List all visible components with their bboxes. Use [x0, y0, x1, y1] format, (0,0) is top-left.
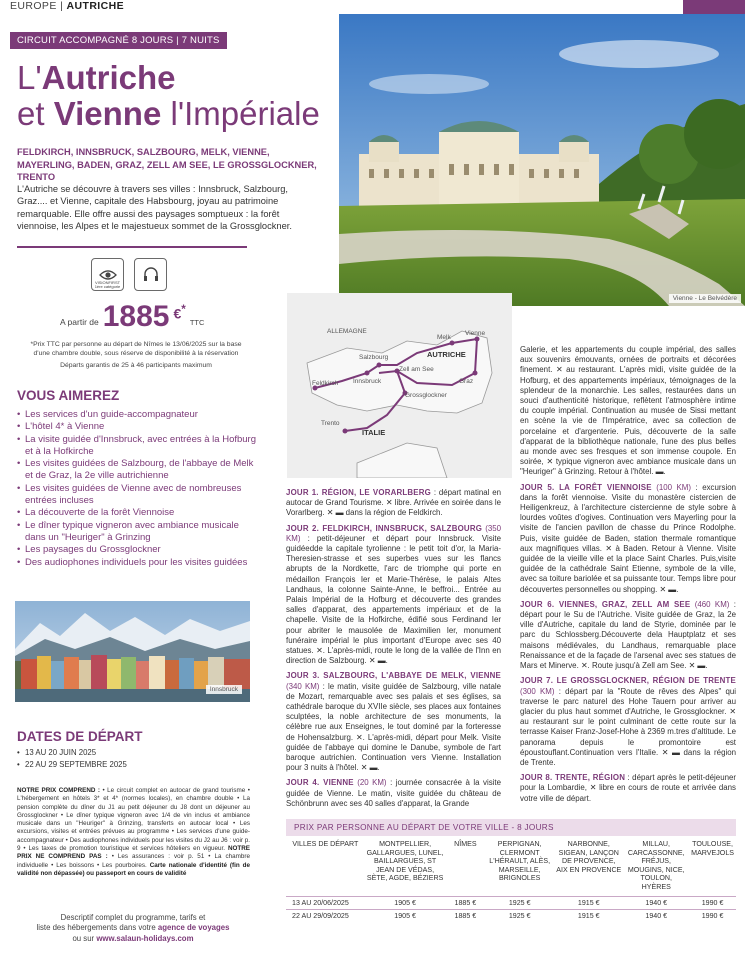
list-item: • L'hôtel 4* à Vienne [17, 421, 257, 433]
map-label: Trento [321, 420, 340, 427]
page-title: L'Autriche et Vienne l'Impériale [17, 59, 320, 132]
itinerary-day: JOUR 3. SALZBOURG, L'ABBAYE DE MELK, VIENNE (340 KM) : le matin, visite guidée de Salzbourg, ville natale de Mozart, remarquable avec ses palais et ses églises, sa cathédrale baroque du XVIIe siècle, ses places aux fontaines sculptées, la noble architecture de ses monuments, la célèbre rue aux Enseignes, le tout dominé par la forteresse de Hohensalzburg. ✕. L'après-midi, départ pour Melk. Visite guidée de l'abbaye qui domine le Danube, symbole de l'art baroque autrichien. Continuation vers Vienne. Installation pour 3 nuits à l'hôtel. ✕ ▬. [286, 671, 501, 773]
map-label: AUTRICHE [427, 350, 466, 359]
photo-caption: Vienne - Le Belvédère [669, 294, 741, 303]
list-item: • Les services d'un guide-accompagnateur [17, 409, 257, 421]
itinerary-day: JOUR 4. VIENNE (20 KM) : journée consacrée à la visite guidée de Vienne. Le matin, visite guidée du château de Schönbrunn avec ses 40 salles d'apparat, la Grande [286, 778, 501, 808]
itinerary-day: JOUR 1. RÉGION, LE VORARLBERG : départ matinal en autocar de Grand Tourisme. ✕ libre. Arrivée en soirée dans le Vorarlberg. ✕ ▬ dans la région de Feldkirch. [286, 488, 502, 518]
itinerary-column-2 [520, 345, 736, 809]
conditions-text: NOTRE PRIX COMPREND : • Le circuit complet en autocar de grand tourisme • L'hébergement en hôtels 3* et 4* (normes locales), en chambre double • La pension complète du dîner du J1 au petit déjeuner du J8 dont un déjeuner au Grossglockner • Le dîner typique vigneron avec 1/4 de vin inclus et ambiance musicale dans un "Heuriger" à Grinzing, transferts en autocar local • Les excursions, visites et entrées prévues au programme • Les services d'une guide-accompagnateur • Des audiophones individuels pour les visites du J2 au J6 : voir p. 9 • Les taxes de promotion touristique et services hôteliers en vigueur. NOTRE PRIX NE COMPREND PAS : • Les assurances : voir p. 51 • La chambre individuelle • Les boissons • Les pourboires. Carte nationale d'identité (fin de validité non dépassée) ou passeport en cours de validité [17, 787, 250, 877]
price-table-title: PRIX PAR PERSONNE AU DÉPART DE VOTRE VILLE - 8 JOURS [286, 819, 736, 836]
price-block: A partir de 1885 €* TTC [60, 300, 205, 333]
price-suffix: TTC [189, 318, 205, 327]
footer-note: Descriptif complet du programme, tarifs et liste des hébergements dans votre agence de voyages ou sur www.salaun-holidays.com [36, 913, 230, 943]
itinerary-column-1 [286, 488, 501, 814]
list-item: • Les visites guidées de Salzbourg, de l'abbaye de Melk et de Graz, la 2e ville autrichienne [17, 458, 257, 483]
feature-icons [91, 258, 167, 291]
list-item: • La découverte de la forêt Viennoise [17, 507, 257, 519]
itinerary-day: JOUR 8. TRENTE, RÉGION : départ après le petit-déjeuner pour la Lombardie, ✕ libre en cours de route et arrivée dans votre ville de départ. [520, 773, 736, 803]
table-header: NARBONNE, SIGEAN, LANÇON DE PROVENCE, AIX EN PROVENCE [556, 840, 622, 874]
aimez-title: VOUS AIMEREZ [17, 388, 120, 403]
price-table [286, 819, 736, 922]
corner-tab [683, 0, 745, 14]
belvedere-photo [339, 14, 745, 306]
table-header: PERPIGNAN, CLERMONT L'HÉRAULT, ALÈS, MARSEILLE, BRIGNOLES [489, 840, 551, 883]
list-item: • Les visites guidées de Vienne avec de nombreuses entrées incluses [17, 483, 257, 508]
route-map [287, 293, 512, 478]
list-item: • La visite guidée d'Innsbruck, avec entrées à la Hofburg et à la Hofkirche [17, 434, 257, 459]
dates-title: DATES DE DÉPART [17, 729, 143, 744]
cities-list: FELDKIRCH, INNSBRUCK, SALZBOURG, MELK, VIENNE, MAYERLING, BADEN, GRAZ, ZELL AM SEE, LE GROSSGLOCKNER, TRENTO [17, 147, 317, 182]
table-row: 22 AU 29/09/2025 1905 € 1885 € 1925 € 1915 € 1940 € 1990 € [286, 909, 736, 922]
price-note: *Prix TTC par personne au départ de Nîmes le 13/06/2025 sur la base d'une chambre double, sous réserve de disponibilité à la réservation Départs garantis de 25 à 46 participants maximum [30, 341, 242, 369]
map-label: Grossglockner [405, 392, 447, 399]
headset-icon [134, 258, 167, 291]
divider [17, 246, 247, 248]
map-label: Salzbourg [359, 354, 389, 361]
map-label: Vienne [465, 330, 486, 337]
itinerary-day: JOUR 2. FELDKIRCH, INNSBRUCK, SALZBOURG (350 KM) : petit-déjeuner et départ pour Innsbruck. Visite guidéedde la capitale tyrolienne : le petit toit d'or, la Maria-Theresien-strasse et ses superbes vues sur les flancs abrupts de la Nordkette, l'arc de triomphe qui porte en médaillon François Ier et Marie-Thérèse, le palais Altes Landhaus, la colonne Sainte-Anne, le beffroi... Entrée au Palais Impérial de la Hofburg et découverte des grandes salles d'apparat, des appartements impériaux et de la chapelle. Visite de la Hofkirche, édifié sous Ferdinand Ier pour abriter le mausolée de Maximilien Ier, monument funéraire impérial le plus important d'Europe avec ses 40 statues. ✕. L'après-midi, route le long de la vallée de l'Inn en direction de Salzbourg. ✕ ▬. [286, 523, 501, 666]
table-header: TOULOUSE, MARVEJOLS [691, 840, 734, 857]
list-item: • Des audiophones individuels pour les visites guidées [17, 557, 257, 569]
map-label: ALLEMAGNE [327, 328, 367, 335]
table-header: VILLES DE DÉPART [292, 840, 359, 848]
itinerary-day: JOUR 5. LA FORÊT VIENNOISE (100 KM) : excursion dans la forêt viennoise. Visite du monastère cistercien de Heiligenkreuz, à l'architecture cistercienne de style sobre à lourdes voûtes d'ogives. Continuation vers Mayerling pour la visite de l'ancien pavillon de chasse du Prince Rodolphe. Puis, visite guidée de Baden, station thermale romantique aux magnifiques villas. ✕ à Baden. Retour à Vienne. Visite guidée de la vieille ville et la place Saint Charles. Puis,visite guidée de la cathédrale Saint Etienne, symbole de la ville, avec sa toiture bariolée et sa puissante tour. Temps libre pour découvertes personnelles ou shopping. ✕ ▬. [520, 482, 736, 594]
map-label: Innsbruck [353, 378, 382, 385]
table-header: MONTPELLIER, GALLARGUES, LUNEL, BAILLARGUES, ST JEAN DE VÉDAS, SÈTE, AGDE, BÉZIERS [366, 840, 444, 883]
list-item: • Les paysages du Grossglockner [17, 544, 257, 556]
list-item: • 22 AU 29 SEPTEMBRE 2025 [17, 759, 127, 771]
price-prefix: A partir de [60, 317, 99, 327]
circuit-badge: CIRCUIT ACCOMPAGNÉ 8 JOURS | 7 NUITS [10, 32, 227, 49]
table-row: 13 AU 20/06/2025 1905 € 1885 € 1925 € 1915 € 1940 € 1990 € [286, 896, 736, 909]
map-label: Melk [437, 334, 451, 341]
breadcrumb: EUROPE | AUTRICHE [10, 0, 124, 12]
aimez-list [17, 409, 257, 569]
photo-caption: Innsbruck [206, 685, 242, 694]
itinerary-day: JOUR 7. LE GROSSGLOCKNER, RÉGION DE TRENTE (300 KM) : départ par la "Route de rêves des Alpes" qui traverse le parc naturel des Hohe Tauern pour arriver au glacier du plus haut sommet d'Autriche, le Grossglockner. ✕ au restaurant sur le point culminant de cette route sur la terrasse Kaiser Franz-Josef-Hohe à 2369 m.tres d'altitude. Le panorama depuis le promontoire est époustouflant.Continuation vers l'Italie. ✕ ▬ dans la région de Trente. [520, 676, 736, 767]
map-label: Graz [459, 378, 474, 385]
price-value: 1885 [102, 300, 170, 333]
map-label: Feldkirch [312, 380, 339, 387]
dates-list [17, 747, 127, 770]
list-item: • Le dîner typique vigneron avec ambiance musicale dans un "Heuriger" à Grinzing [17, 520, 257, 545]
table-header: MILLAU, CARCASSONNE, FRÉJUS, MOUGINS, NICE, TOULON, HYÈRES [627, 840, 685, 891]
table-header: NÎMES [454, 840, 477, 848]
eye-icon: VISIONFIRST 1ère catégorie [91, 258, 124, 291]
intro-text: L'Autriche se découvre à travers ses villes : Innsbruck, Salzbourg, Graz.... et Vienne, capitale des Habsbourg, joyau au patrimoine remarquable. Elle offre aussi des paysages somptueux : la forêt viennoise, les Alpes et le majestueux sommet de la Grossglockner. [17, 184, 292, 232]
itinerary-day: JOUR 6. VIENNES, GRAZ, ZELL AM SEE (460 KM) : départ pour le Su de l'Autriche. Visite guidée de Graz, la 2e ville d'Autriche, capitale du land de Styrie, dominée par le parc du Schlossberg.Découverte dela Hauptplatz et ses maisons médiévales, du Landhaus, remarquable place Renaissance et de la façade de l'arsenal avec ses statues de Mars et Minerve. ✕. Route jusqu'à Zell am See. ✕ ▬. [520, 599, 736, 671]
map-label: Zell am See [399, 366, 434, 373]
innsbruck-photo [15, 601, 250, 702]
list-item: • 13 AU 20 JUIN 2025 [17, 747, 127, 759]
website-link[interactable]: www.salaun-holidays.com [96, 933, 194, 943]
itinerary-day: Galerie, et les appartements du couple impérial, des salles aux souvenirs émouvants, ornées de portraits et décorées finement. ✕ au restaurant. L'après midi, visite guidée de la Hofburg, et des appartements impériaux, témoignages de la splendeur de la monarchie. Les salles, restaurées dans un souci d'authenticité historique, reflètent l'atmosphère intime du couple impérial. Continuation au musée de Sissi mettant en scène la vie de l'Impératrice, avec sa collection de porcelaine et d'argenterie. Puis, découverte de la salle d'apparat de la bibliothèque nationale, l'une des plus belles au monde avec ses fresques et son immense coupole. En soirée, ✕ typique vigneron avec ambiance musicale dans un "Heuriger" à Grinzing. Retour à l'hôtel. ▬. [520, 345, 736, 477]
map-label: ITALIE [362, 428, 386, 437]
